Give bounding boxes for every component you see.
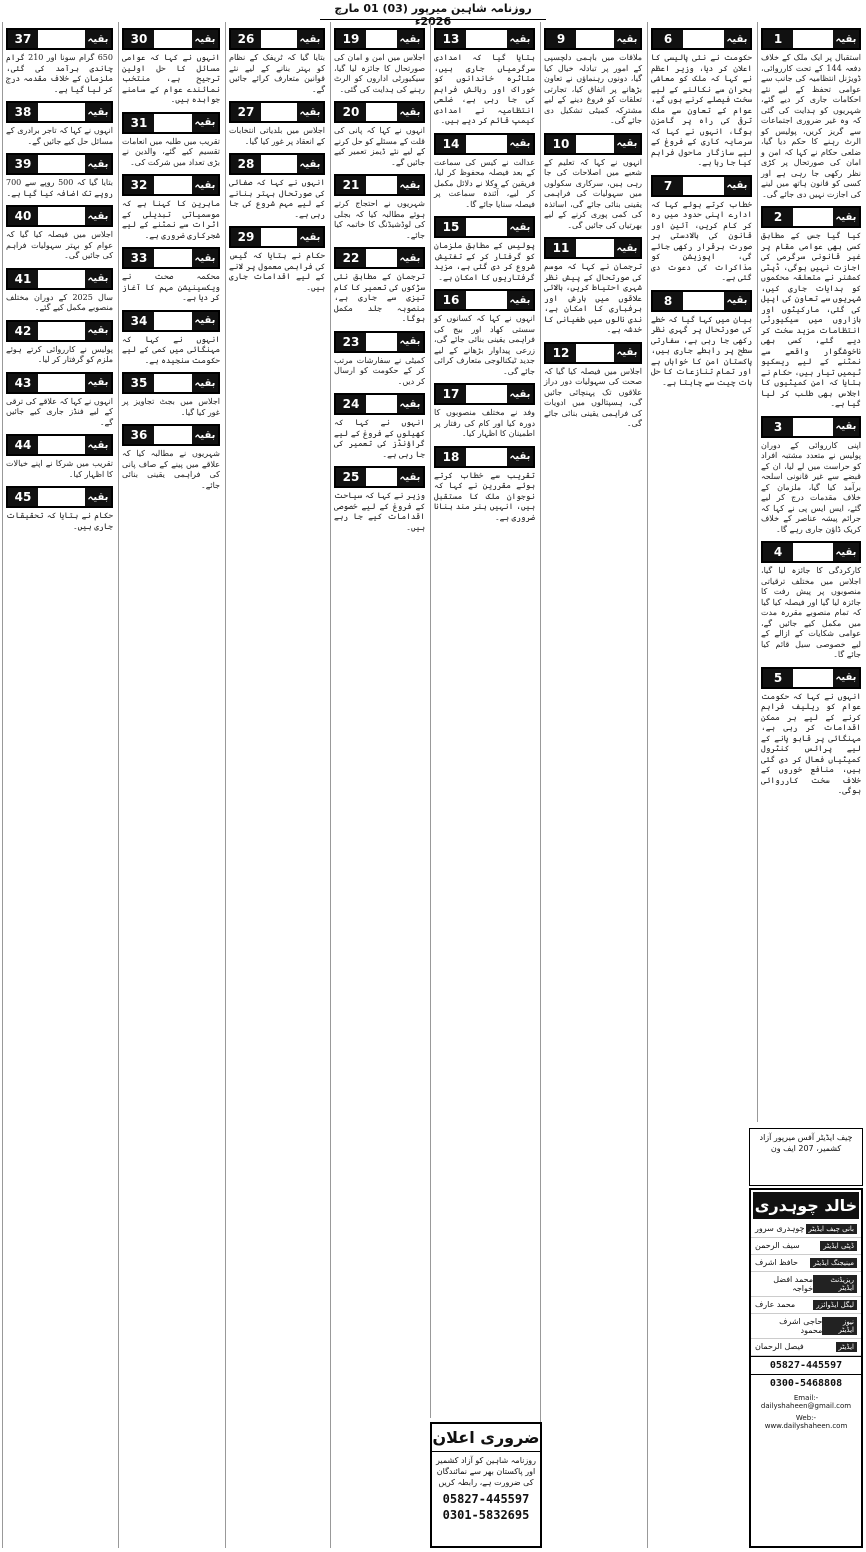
story-text: اپنی کارروائی کے دوران پولیس نے متعدد مشتبہ افراد کو حراست میں لے لیا، ان کے قبضے سے غیر قانونی اسلحہ برآمد کیا گیا، ملزمان کے خلاف مقدمات درج کر لیے گئے، ایس ایس پی نے کہا کہ جرائم پیشہ عناصر کے خلاف کریک ڈاؤن جاری رہے گا۔: [761, 440, 861, 534]
story-block: [6, 434, 113, 480]
continuation-tag: بقیہ: [507, 218, 533, 236]
story-number-header: [6, 486, 113, 508]
story-text: تقریب سے خطاب کرتے ہوئے مقررین نے کہا کہ نوجوان ملک کا مستقبل ہیں، انہیں ہنر مند بنانا ضروری ہے۔: [434, 470, 535, 522]
story-number-header: [6, 205, 113, 227]
imprint-person: چوہدری سرور: [755, 1224, 805, 1233]
story-block: [434, 289, 535, 377]
imprint-person: فیصل الرحمان: [755, 1342, 804, 1351]
imprint-row: [751, 1221, 861, 1238]
continuation-tag: بقیہ: [192, 374, 218, 392]
continuation-tag: بقیہ: [192, 30, 218, 48]
story-text: حکام نے بتایا کہ تحقیقات جاری ہیں۔: [6, 511, 113, 531]
imprint-web: Web:-www.dailyshaheen.com: [764, 1414, 848, 1430]
story-number: 12: [546, 344, 576, 362]
story-text: استقبال پر ایک ملک کے خلاف دفعہ 144 کے تحت کارروائی، ڈویژنل انتظامیہ کی جانب سے عوامی تحفظ کے لیے نئے احکامات جاری کر دیے گئے، شہریوں کو ہدایت کی گئی کہ وہ غیر ضروری اجتماعات سے گریز کریں، پولیس کو الرٹ رہنے کا حکم دیا گیا، ضلعی حکام نے کہا کہ امن و امان کی صورتحال پر کڑی نظر رکھی جا رہی ہے اور کسی کو قانون ہاتھ میں لینے کی اجازت نہیں دی جائے گی۔: [761, 53, 861, 199]
imprint-person: محمد عارف: [755, 1300, 796, 1309]
continuation-tag: بقیہ: [85, 488, 111, 506]
continuation-tag: بقیہ: [833, 30, 859, 48]
story-number: 5: [763, 669, 793, 687]
story-number-header: [434, 133, 535, 155]
imprint-person: سیف الرحمن: [755, 1241, 800, 1250]
story-block: [761, 541, 861, 661]
story-number-header: [761, 667, 861, 689]
story-block: [6, 372, 113, 429]
imprint-role: لیگل ایڈوائزر: [813, 1300, 857, 1310]
imprint-person: حاجی اشرف محمود: [779, 1317, 823, 1335]
story-number: 32: [124, 176, 154, 194]
story-number: 36: [124, 426, 154, 444]
story-text: ماہرین کا کہنا ہے کہ موسمیاتی تبدیلی کے اثرات سے نمٹنے کے لیے شجرکاری ضروری ہے۔: [122, 199, 220, 240]
story-number: 33: [124, 249, 154, 267]
continuation-tag: بقیہ: [614, 30, 640, 48]
story-block: [122, 424, 220, 491]
story-text: حکومت نے نئی پالیسی کا اعلان کر دیا، وزیر اعظم نے کہا کہ ملک کو معاشی بحران سے نکالنے کے لیے سخت فیصلے کرنے ہوں گے، عوام کے تعاون سے ملک ترقی کی راہ پر گامزن ہوگا، انہوں نے کہا کہ سرمایہ کاری کے فروغ کے لیے سازگار ماحول فراہم کیا جا رہا ہے۔: [651, 53, 752, 167]
story-block: [6, 153, 113, 199]
story-block: [544, 342, 642, 430]
story-number: 22: [336, 249, 366, 267]
story-number: 25: [336, 468, 366, 486]
story-number: 6: [653, 30, 683, 48]
story-number: 19: [336, 30, 366, 48]
continuation-tag: بقیہ: [833, 208, 859, 226]
news-column: [2, 22, 116, 1548]
story-block: [6, 268, 113, 314]
imprint-row: [751, 1238, 861, 1255]
story-text: انہوں نے کہا کہ کسانوں کو سستی کھاد اور بیج کی فراہمی یقینی بنائی جائے گی، زرعی پیداوار بڑھانے کے لیے جدید ٹیکنالوجی متعارف کرائی جائے گی۔: [434, 314, 535, 376]
news-column: [118, 22, 223, 1548]
story-block: [6, 320, 113, 366]
story-text: ترجمان نے کہا کہ موسم کی صورتحال کے پیش نظر شہری احتیاط کریں، بالائی علاقوں میں بارش اور برفباری کا امکان ہے، ندی نالوں میں طغیانی کا خدشہ ہے۔: [544, 262, 642, 334]
story-text: اجلاس میں فیصلہ کیا گیا کہ عوام کو بہتر سہولیات فراہم کی جائیں گی۔: [6, 230, 113, 260]
story-number-header: [229, 153, 325, 175]
imprint-row: [751, 1314, 861, 1339]
story-block: [122, 247, 220, 304]
news-column: [540, 22, 645, 1548]
continuation-tag: بقیہ: [192, 426, 218, 444]
story-block: [6, 205, 113, 262]
news-column: [430, 22, 538, 1418]
story-block: [434, 446, 535, 524]
story-block: [434, 28, 535, 127]
notice-phone-2: 0301-5832695: [442, 1508, 530, 1522]
story-block: [651, 175, 752, 284]
story-number-header: [334, 331, 425, 353]
story-number: 44: [8, 436, 38, 454]
story-text: کیا گیا جس کے مطابق کسی بھی عوامی مقام پر غیر قانونی سرگرمی کی اجازت نہیں ہوگی، ڈپٹی کمشنر نے متعلقہ محکموں کو ہدایات جاری کیں، شہریوں سے تعاون کی اپیل کی گئی، مارکیٹوں اور بازاروں میں سیکیورٹی انتظامات مزید سخت کر دیے گئے، کسی بھی ناخوشگوار واقعے سے نمٹنے کے لیے ریسکیو ٹیمیں تیار ہیں، حکام نے بتایا کہ امن کمیٹیوں کا اجلاس بھی طلب کر لیا گیا ہے۔: [761, 231, 861, 408]
story-text: شہریوں نے احتجاج کرتے ہوئے مطالبہ کیا کہ بجلی کی لوڈشیڈنگ کا خاتمہ کیا جائے۔: [334, 199, 425, 240]
story-text: محکمہ صحت نے ویکسینیشن مہم کا آغاز کر دیا ہے۔: [122, 272, 220, 302]
story-text: بتایا گیا کہ 500 روپے سے 700 روپے تک اضافہ کیا گیا ہے۔: [6, 178, 113, 198]
continuation-tag: بقیہ: [85, 103, 111, 121]
story-number-header: [334, 28, 425, 50]
story-block: [651, 28, 752, 169]
story-number-header: [334, 247, 425, 269]
story-block: [6, 101, 113, 147]
story-text: انہوں نے کہا کہ صفائی کی صورتحال بہتر بنانے کے لیے مہم شروع کی جا رہی ہے۔: [229, 178, 325, 219]
story-number: 39: [8, 155, 38, 173]
story-text: اجلاس میں فیصلہ کیا گیا کہ صحت کی سہولیات دور دراز علاقوں تک پہنچائی جائیں گی، ہسپتالوں میں ادویات کی فراہمی یقینی بنائی جائے گی۔: [544, 366, 642, 428]
imprint-row: [751, 1272, 861, 1297]
story-text: انہوں نے کہا کہ مہنگائی میں کمی کے لیے حکومت سنجیدہ ہے۔: [122, 334, 220, 365]
news-column: [225, 22, 328, 1548]
continuation-tag: بقیہ: [192, 249, 218, 267]
story-number-header: [6, 101, 113, 123]
continuation-tag: بقیہ: [397, 468, 423, 486]
continuation-tag: بقیہ: [192, 114, 218, 132]
story-block: [544, 133, 642, 232]
imprint-box: [749, 1188, 863, 1548]
story-number-header: [544, 133, 642, 155]
story-text: تقریب میں طلبہ میں انعامات تقسیم کیے گئے، والدین نے بڑی تعداد میں شرکت کی۔: [122, 136, 220, 167]
story-number-header: [434, 28, 535, 50]
story-block: [334, 247, 425, 325]
story-number-header: [434, 383, 535, 405]
continuation-tag: بقیہ: [724, 292, 750, 310]
continuation-tag: بقیہ: [614, 135, 640, 153]
continuation-tag: بقیہ: [833, 669, 859, 687]
story-block: [651, 290, 752, 389]
imprint-role: ڈپٹی ایڈیٹر: [820, 1241, 857, 1251]
story-number: 11: [546, 239, 576, 257]
continuation-tag: بقیہ: [85, 155, 111, 173]
story-block: [122, 310, 220, 367]
continuation-tag: بقیہ: [85, 207, 111, 225]
story-text: انہوں نے کہا کہ عوامی مسائل کا حل اولین ترجیح ہے، منتخب نمائندے عوام کے سامنے جوابدہ ہیں۔: [122, 53, 220, 104]
imprint-row: [751, 1297, 861, 1314]
continuation-tag: بقیہ: [297, 103, 323, 121]
story-number: 13: [436, 30, 466, 48]
story-number-header: [434, 216, 535, 238]
story-text: خطاب کرتے ہوئے کہا کہ ادارے اپنی حدود میں رہ کر کام کریں، آئین اور قانون کی بالادستی ہر صورت برقرار رکھی جائے گی، اپوزیشن کو مذاکرات کی دعوت دی گئی ہے۔: [651, 199, 752, 282]
continuation-tag: بقیہ: [507, 291, 533, 309]
continuation-tag: بقیہ: [192, 176, 218, 194]
story-number-header: [122, 112, 220, 134]
story-number: 8: [653, 292, 683, 310]
story-number-header: [6, 434, 113, 456]
story-text: بیان میں کہا گیا کہ خطے کی صورتحال پر گہری نظر رکھی جا رہی ہے، سفارتی سطح پر رابطے جاری ہیں، پاکستان امن کا خواہاں ہے اور تمام تنازعات کا حل بات چیت سے چاہتا ہے۔: [651, 314, 752, 387]
story-number-header: [761, 541, 861, 563]
story-number-header: [761, 416, 861, 438]
story-block: [761, 667, 861, 797]
publisher-name: خالد چوہدری: [753, 1192, 859, 1219]
story-block: [334, 331, 425, 388]
continuation-tag: بقیہ: [724, 30, 750, 48]
story-number-header: [229, 101, 325, 123]
story-number: 4: [763, 543, 793, 561]
story-number: 17: [436, 385, 466, 403]
story-number: 35: [124, 374, 154, 392]
story-number: 21: [336, 176, 366, 194]
imprint-phone-2: 0300-5468808: [751, 1374, 861, 1392]
story-block: [6, 28, 113, 95]
story-number-header: [761, 28, 861, 50]
story-text: سال 2025 کے دوران مختلف منصوبے مکمل کیے گئے۔: [6, 292, 113, 312]
continuation-tag: بقیہ: [397, 249, 423, 267]
continuation-tag: بقیہ: [192, 312, 218, 330]
story-number: 34: [124, 312, 154, 330]
page-masthead: روزنامہ شاہین میرپور (03) 01 مارچ 2026ء: [320, 2, 546, 20]
story-text: انہوں نے کہا کہ حکومت عوام کو ریلیف فراہم کرنے کے لیے ہر ممکن اقدامات کر رہی ہے، مہنگائی پر قابو پانے کے لیے پرائس کنٹرول کمیٹیاں فعال کر دی گئی ہیں، منافع خوروں کے خلاف سخت کارروائی ہوگی۔: [761, 691, 861, 795]
story-number: 26: [231, 30, 261, 48]
continuation-tag: بقیہ: [397, 30, 423, 48]
story-number: 3: [763, 418, 793, 436]
story-number: 37: [8, 30, 38, 48]
story-block: [229, 101, 325, 147]
story-text: انہوں نے کہا کہ تعلیم کے شعبے میں اصلاحات کی جا رہی ہیں، سرکاری سکولوں میں سہولیات کی فراہمی یقینی بنائی جائے گی، اساتذہ کی کمی پوری کرنے کے لیے بھرتیاں کی جائیں گی۔: [544, 157, 642, 230]
story-text: کارکردگی کا جائزہ لیا گیا، اجلاس میں مختلف ترقیاتی منصوبوں پر پیش رفت کا جائزہ لیا گیا اور فیصلہ کیا گیا کہ تمام منصوبے مقررہ مدت میں مکمل کیے جائیں گے، عوامی شکایات کے ازالے کے لیے خصوصی سیل قائم کیا جائے گا۔: [761, 566, 861, 659]
story-text: اجلاس میں امن و امان کی صورتحال کا جائزہ لیا گیا، سیکیورٹی اداروں کو الرٹ رہنے کی ہدایت کی گئی۔: [334, 53, 425, 94]
continuation-tag: بقیہ: [85, 270, 111, 288]
story-block: [334, 466, 425, 533]
story-number: 2: [763, 208, 793, 226]
story-block: [761, 28, 861, 200]
story-block: [122, 112, 220, 169]
imprint-row: [751, 1339, 861, 1356]
continuation-tag: بقیہ: [507, 448, 533, 466]
story-number: 7: [653, 177, 683, 195]
imprint-role: ایڈیٹر: [836, 1342, 858, 1352]
story-block: [122, 28, 220, 106]
continuation-tag: بقیہ: [397, 176, 423, 194]
story-text: پولیس نے کارروائی کرتے ہوئے ملزم کو گرفتار کر لیا۔: [6, 344, 113, 364]
notice-body: روزنامہ شاہین کو آزاد کشمیر اور پاکستان بھر سے نمائندگان کی ضرورت ہے، رابطہ کریں: [436, 1456, 536, 1487]
story-text: حکام نے بتایا کہ گیس کی فراہمی معمول پر لانے کے لیے اقدامات جاری ہیں۔: [229, 251, 325, 292]
story-number-header: [761, 206, 861, 228]
story-text: وفد نے مختلف منصوبوں کا دورہ کیا اور کام کی رفتار پر اطمینان کا اظہار کیا۔: [434, 408, 535, 438]
story-number-header: [6, 28, 113, 50]
imprint-role: نیوز ایڈیٹر: [822, 1317, 857, 1335]
imprint-role: بانی چیف ایڈیٹر: [806, 1224, 858, 1234]
story-number-header: [229, 28, 325, 50]
story-number-header: [122, 247, 220, 269]
story-number: 24: [336, 395, 366, 413]
story-number-header: [6, 372, 113, 394]
story-number: 15: [436, 218, 466, 236]
story-number-header: [334, 466, 425, 488]
story-number: 14: [436, 135, 466, 153]
story-block: [229, 153, 325, 220]
story-text: انہوں نے کہا کہ کھیلوں کے فروغ کے لیے گراؤنڈز کی تعمیر کی جا رہی ہے۔: [334, 418, 425, 459]
story-text: شہریوں نے مطالبہ کیا کہ علاقے میں پینے کے صاف پانی کی فراہمی یقینی بنائی جائے۔: [122, 449, 220, 490]
news-column: [330, 22, 428, 1548]
story-block: [544, 237, 642, 336]
story-number-header: [229, 226, 325, 248]
story-text: ترجمان کے مطابق نئی سڑکوں کی تعمیر کا کام تیزی سے جاری ہے، منصوبہ جلد مکمل ہوگا۔: [334, 272, 425, 323]
story-text: انہوں نے کہا کہ علاقے کی ترقی کے لیے فنڈز جاری کیے جائیں گے۔: [6, 396, 113, 427]
story-number-header: [544, 342, 642, 364]
notice-title: ضروری اعلان: [432, 1424, 540, 1452]
imprint-row: [751, 1255, 861, 1272]
story-text: بتایا گیا کہ امدادی سرگرمیاں جاری ہیں، متاثرہ خاندانوں کو خوراک اور رہائش فراہم کی جا رہی ہے، ضلعی انتظامیہ نے امدادی کیمپ قائم کر دیے ہیں۔: [434, 53, 535, 125]
story-number-header: [651, 28, 752, 50]
imprint-role: مینیجنگ ایڈیٹر: [810, 1258, 857, 1268]
continuation-tag: بقیہ: [297, 228, 323, 246]
continuation-tag: بقیہ: [397, 395, 423, 413]
continuation-tag: بقیہ: [297, 30, 323, 48]
story-number: 16: [436, 291, 466, 309]
story-number-header: [6, 320, 113, 342]
story-text: ملاقات میں باہمی دلچسپی کے امور پر تبادلہ خیال کیا گیا، دونوں رہنماؤں نے تعاون بڑھانے پر اتفاق کیا، تجارتی تعلقات کو فروغ دینے کے لیے مشترکہ کمیٹی تشکیل دی جائے گی۔: [544, 53, 642, 125]
story-text: پولیس کے مطابق ملزمان کو گرفتار کر کے تفتیش شروع کر دی گئی ہے، مزید گرفتاریوں کا امکان ہے۔: [434, 241, 535, 282]
continuation-tag: بقیہ: [85, 322, 111, 340]
story-number-header: [122, 310, 220, 332]
story-block: [334, 28, 425, 95]
story-number: 42: [8, 322, 38, 340]
imprint-email: Email:-dailyshaheen@gmail.com: [760, 1394, 852, 1410]
continuation-tag: بقیہ: [507, 30, 533, 48]
story-text: اجلاس میں بجٹ تجاویز پر غور کیا گیا۔: [122, 397, 220, 417]
continuation-tag: بقیہ: [397, 103, 423, 121]
imprint-address: چیف ایڈیٹر آفس میرپور آزاد کشمیر، 207 ایف ون: [749, 1128, 863, 1186]
story-number: 40: [8, 207, 38, 225]
story-number-header: [651, 175, 752, 197]
continuation-tag: بقیہ: [614, 239, 640, 257]
story-number: 43: [8, 374, 38, 392]
continuation-tag: بقیہ: [85, 374, 111, 392]
continuation-tag: بقیہ: [507, 135, 533, 153]
story-number-header: [334, 101, 425, 123]
story-block: [229, 28, 325, 95]
story-text: انہوں نے کہا کہ پانی کی قلت کے مسئلے کو حل کرنے کے لیے نئے ڈیمز تعمیر کیے جائیں گے۔: [334, 126, 425, 167]
story-number-header: [334, 174, 425, 196]
story-number: 18: [436, 448, 466, 466]
story-text: تقریب میں شرکا نے اپنے خیالات کا اظہار کیا۔: [6, 459, 113, 479]
continuation-tag: بقیہ: [85, 30, 111, 48]
story-number: 38: [8, 103, 38, 121]
story-number: 10: [546, 135, 576, 153]
imprint-phone-1: 05827-445597: [751, 1356, 861, 1374]
story-block: [761, 206, 861, 410]
story-block: [6, 486, 113, 532]
story-number-header: [434, 446, 535, 468]
story-text: اجلاس میں بلدیاتی انتخابات کے انعقاد پر غور کیا گیا۔: [229, 126, 325, 146]
news-column: [757, 22, 864, 1122]
story-number: 27: [231, 103, 261, 121]
continuation-tag: بقیہ: [614, 344, 640, 362]
story-number-header: [122, 174, 220, 196]
story-number-header: [651, 290, 752, 312]
story-block: [122, 174, 220, 241]
continuation-tag: بقیہ: [507, 385, 533, 403]
story-number-header: [122, 28, 220, 50]
important-notice: [430, 1422, 542, 1548]
story-number-header: [6, 268, 113, 290]
story-number-header: [544, 237, 642, 259]
story-block: [334, 101, 425, 168]
story-number: 41: [8, 270, 38, 288]
continuation-tag: بقیہ: [833, 418, 859, 436]
story-block: [334, 174, 425, 241]
story-number-header: [122, 372, 220, 394]
story-text: 650 گرام سونا اور 210 گرام چاندی برآمد کی گئی، ملزمان کے خلاف مقدمہ درج کر لیا گیا ہے۔: [6, 53, 113, 94]
story-number-header: [544, 28, 642, 50]
continuation-tag: بقیہ: [297, 155, 323, 173]
notice-phone-1: 05827-445597: [442, 1492, 530, 1506]
continuation-tag: بقیہ: [397, 333, 423, 351]
story-number: 1: [763, 30, 793, 48]
story-text: بتایا گیا کہ ٹریفک کے نظام کو بہتر بنانے کے لیے نئے قوانین متعارف کرائے جائیں گے۔: [229, 53, 325, 94]
story-number: 29: [231, 228, 261, 246]
story-block: [434, 133, 535, 211]
imprint-person: محمد افضل خواجہ: [773, 1275, 814, 1293]
continuation-tag: بقیہ: [724, 177, 750, 195]
story-block: [544, 28, 642, 127]
story-block: [334, 393, 425, 460]
imprint-role: ریزیڈنٹ ایڈیٹر: [813, 1275, 857, 1293]
continuation-tag: بقیہ: [85, 436, 111, 454]
continuation-tag: بقیہ: [833, 543, 859, 561]
story-number: 28: [231, 155, 261, 173]
story-block: [761, 416, 861, 536]
story-block: [229, 226, 325, 293]
story-number-header: [122, 424, 220, 446]
story-number: 31: [124, 114, 154, 132]
news-column: [647, 22, 755, 1548]
story-text: وزیر نے کہا کہ سیاحت کے فروغ کے لیے خصوصی اقدامات کیے جا رہے ہیں۔: [334, 491, 425, 532]
story-block: [122, 372, 220, 418]
story-number: 23: [336, 333, 366, 351]
story-text: کمیٹی نے سفارشات مرتب کر کے حکومت کو ارسال کر دیں۔: [334, 355, 425, 386]
story-text: عدالت نے کیس کی سماعت کے بعد فیصلہ محفوظ کر لیا، فریقین کے وکلا نے دلائل مکمل کر لیے، آئندہ سماعت پر فیصلہ سنایا جائے گا۔: [434, 157, 535, 209]
story-text: انہوں نے کہا کہ تاجر برادری کے مسائل حل کیے جائیں گے۔: [6, 126, 113, 146]
story-number-header: [334, 393, 425, 415]
story-number: 30: [124, 30, 154, 48]
story-block: [434, 383, 535, 440]
story-number: 9: [546, 30, 576, 48]
story-block: [434, 216, 535, 283]
story-number-header: [434, 289, 535, 311]
imprint-person: حافظ اشرف: [755, 1258, 798, 1267]
story-number: 45: [8, 488, 38, 506]
story-number: 20: [336, 103, 366, 121]
story-number-header: [6, 153, 113, 175]
